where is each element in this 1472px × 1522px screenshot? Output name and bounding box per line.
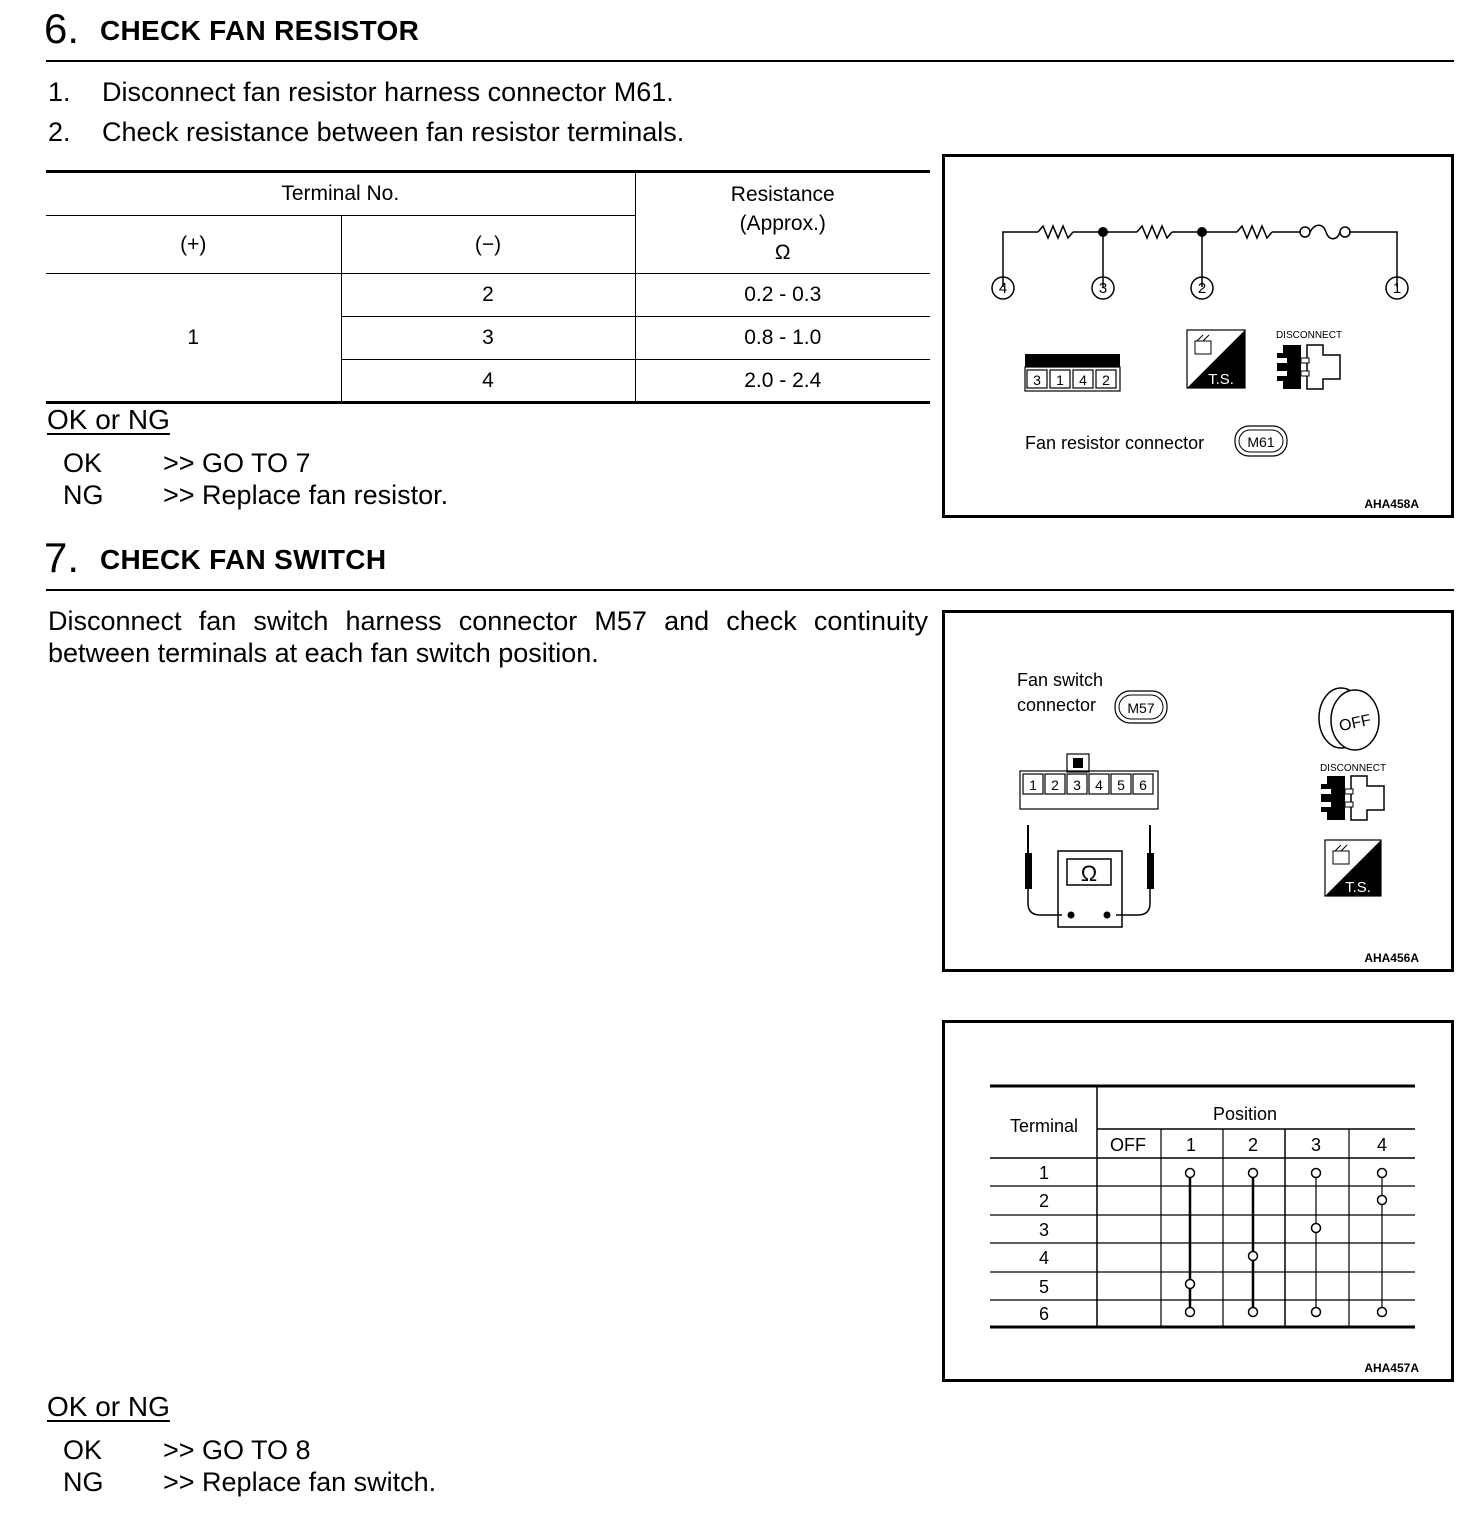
- position-label: OFF: [1110, 1135, 1146, 1155]
- figure-code: AHA458A: [1364, 497, 1419, 511]
- figure-fan-resistor: [942, 154, 1454, 518]
- header-terminal: Terminal: [1009, 1116, 1079, 1136]
- connector-pin: 4: [1079, 372, 1087, 388]
- disconnect-label: DISCONNECT: [1275, 330, 1343, 341]
- disconnect-icon: [1319, 763, 1386, 820]
- resistance-table: [46, 170, 930, 404]
- minus-value: 2: [341, 274, 635, 317]
- connector-pin: 2: [1051, 777, 1059, 793]
- connector-caption: Fan switch: [1017, 670, 1104, 690]
- plus-value: 1: [46, 274, 341, 403]
- step7-ok-action: >> GO TO 8: [163, 1435, 311, 1465]
- connector-pin: 3: [1033, 372, 1041, 388]
- minus-value: 3: [341, 317, 635, 360]
- junction-dot: [1197, 227, 1207, 237]
- position-label: 3: [1310, 1135, 1322, 1155]
- step6-ok-ng-label: OK or NG: [47, 404, 170, 435]
- ignition-off-icon: [1319, 688, 1379, 750]
- connector-id: M61: [1247, 434, 1275, 450]
- connector-pin: 5: [1117, 777, 1125, 793]
- step7-ng-key: NG: [63, 1467, 104, 1497]
- ohm-symbol: Ω: [1080, 861, 1098, 886]
- connector-pin: 1: [1056, 372, 1064, 388]
- figure-fan-switch-continuity: [942, 1020, 1454, 1382]
- disconnect-label: DISCONNECT: [1319, 763, 1387, 774]
- position-label: 4: [1376, 1135, 1388, 1155]
- step7-title: CHECK FAN SWITCH: [100, 544, 387, 575]
- figure-fan-switch-connector: [942, 610, 1454, 972]
- connector-caption: connector: [1017, 695, 1097, 715]
- step6-ng-key: NG: [63, 480, 104, 510]
- fan-resistor-diagram: [945, 157, 1451, 515]
- connector-caption: Fan resistor connector: [1025, 433, 1205, 453]
- step7-number: 7.: [44, 534, 80, 581]
- step6-ok-action: >> GO TO 7: [163, 448, 311, 478]
- junction-dot: [1098, 227, 1108, 237]
- connector-lock: [1073, 758, 1083, 768]
- step6-title: CHECK FAN RESISTOR: [100, 15, 420, 46]
- connector-id: M57: [1127, 700, 1155, 716]
- connector-pin: 3: [1073, 777, 1081, 793]
- step7-divider: [46, 589, 1454, 591]
- position-label: 2: [1247, 1135, 1259, 1155]
- step6-instruction-1-num: 1.: [48, 77, 71, 107]
- terminal-label: 1: [1392, 280, 1402, 297]
- header-position: Position: [1212, 1104, 1278, 1124]
- figure-code: AHA456A: [1364, 951, 1419, 965]
- connector-pin: 2: [1102, 372, 1110, 388]
- resistance-value: 0.2 - 0.3: [635, 274, 930, 317]
- resistance-value: 2.0 - 2.4: [635, 360, 930, 403]
- disconnect-icon: [1275, 330, 1342, 389]
- step6-instruction-1: Disconnect fan resistor harness connector M61.: [102, 77, 674, 107]
- connector-pin: 1: [1029, 777, 1037, 793]
- resistance-value: 0.8 - 1.0: [635, 317, 930, 360]
- terminal-label: 6: [1038, 1304, 1050, 1324]
- terminal-label: 2: [1038, 1191, 1050, 1211]
- step6-instruction-2: Check resistance between fan resistor terminals.: [102, 117, 685, 147]
- header-resistance: Resistance (Approx.) Ω: [635, 172, 930, 274]
- header-plus: (+): [46, 216, 341, 274]
- fan-switch-connector-diagram: [945, 613, 1451, 969]
- minus-value: 4: [341, 360, 635, 403]
- step7-description: Disconnect fan switch harness connector M57 and check continuity between terminals at each fan switch position.: [48, 606, 928, 668]
- step6-number: 6.: [44, 5, 80, 52]
- terminal-label: 1: [1038, 1163, 1050, 1183]
- step7-ok-ng-label: OK or NG: [47, 1391, 170, 1422]
- terminal-label: 4: [998, 280, 1008, 297]
- connector-pin: 6: [1139, 777, 1147, 793]
- continuity-table: [945, 1023, 1451, 1379]
- terminal-label: 3: [1038, 1220, 1050, 1240]
- header-terminal-no: Terminal No.: [46, 172, 635, 216]
- figure-code: AHA457A: [1364, 1361, 1419, 1375]
- ts-icon: [1187, 330, 1245, 388]
- ts-icon: [1325, 840, 1381, 896]
- step6-ng-action: >> Replace fan resistor.: [163, 480, 449, 510]
- step7-ok-key: OK: [63, 1435, 103, 1465]
- position-label: 1: [1185, 1135, 1197, 1155]
- terminal-label: 3: [1098, 280, 1108, 297]
- terminal-label: 2: [1197, 280, 1207, 297]
- ts-label: T.S.: [1208, 371, 1234, 388]
- header-minus: (−): [341, 216, 635, 274]
- terminal-label: 5: [1038, 1277, 1050, 1297]
- step6-ok-key: OK: [63, 448, 103, 478]
- ignition-off-label: OFF: [1337, 711, 1373, 736]
- step7-ng-action: >> Replace fan switch.: [163, 1467, 437, 1497]
- connector-header-bar: [1025, 354, 1120, 367]
- connector-pin: 4: [1095, 777, 1103, 793]
- step6-instruction-2-num: 2.: [48, 117, 71, 147]
- step6-divider: [46, 60, 1454, 62]
- terminal-label: 4: [1038, 1248, 1050, 1268]
- ts-label: T.S.: [1345, 879, 1371, 896]
